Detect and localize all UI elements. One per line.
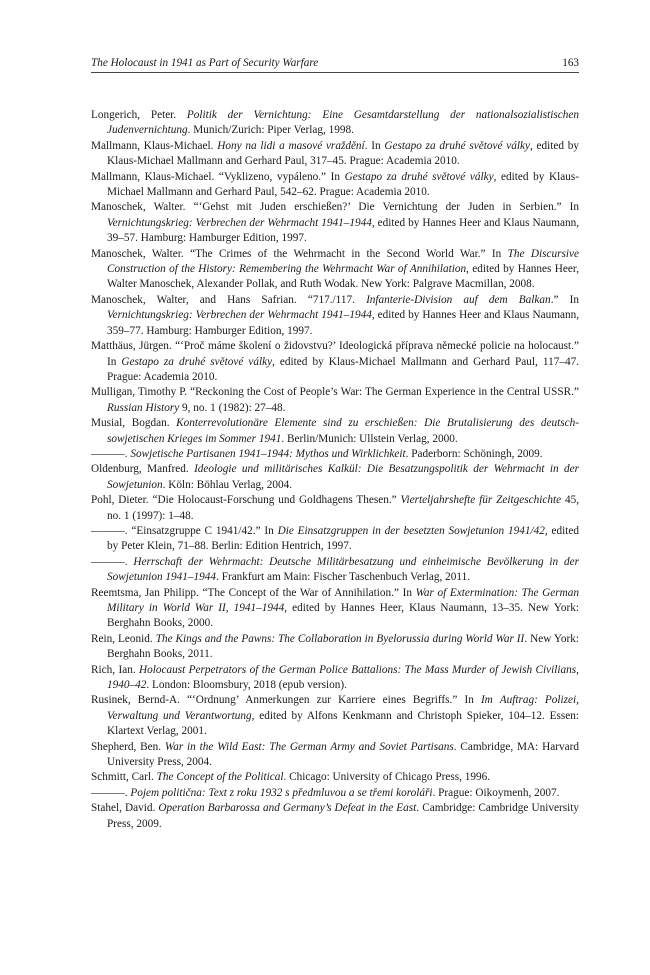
bibliography-entry (91, 447, 579, 462)
entry-text: ———. “Einsatzgruppe C 1941/42.” In (91, 524, 278, 537)
entry-text: . New York: Berghahn Books, 2011. (107, 632, 579, 661)
bibliography-entry (91, 293, 579, 339)
entry-text: Mallmann, Klaus-Michael. “Vyklizeno, vypáleno.” In (91, 170, 345, 183)
bibliography-entry (91, 693, 579, 739)
entry-text: ———. (91, 555, 134, 568)
bibliography-entry (91, 770, 579, 785)
bibliography-entry (91, 632, 579, 663)
bibliography-entry (91, 462, 579, 493)
entry-text: 45, no. 1 (1997): 1–48. (107, 494, 580, 522)
bibliography-entry (91, 740, 579, 771)
bibliography-entry (91, 170, 579, 201)
entry-title-italic: Politik der Vernichtung: Eine Gesamtdarstellung der nationalsozialistischen Judenvernichtung (107, 109, 579, 137)
entry-text: Mallmann, Klaus-Michael. (91, 139, 218, 152)
entry-title-italic: Russian History (107, 401, 180, 414)
bibliography-entry (91, 139, 579, 170)
entry-text: Mulligan, Timothy P. “Reckoning the Cost of People’s War: The German Experience in the Central USSR.” (91, 386, 579, 399)
bibliography-entry (91, 339, 579, 385)
page-number: 163 (562, 57, 579, 69)
entry-text: , edited by Klaus-Michael Mallmann and Gerhard Paul, 542–62. Prague: Academia 2010. (107, 170, 579, 199)
entry-text: Rein, Leonid. (91, 632, 156, 645)
running-title: The Holocaust in 1941 as Part of Security Warfare (91, 57, 319, 69)
entry-title-italic: Holocaust Perpetrators of the German Police Battalions: The Mass Murder of Jewish Civilians, 1940–42 (107, 663, 579, 692)
bibliography-entry (91, 555, 579, 586)
entry-title-italic: Vernichtungskrieg: Verbrechen der Wehrmacht 1941–1944 (107, 216, 372, 229)
entry-title-italic: Sowjetische Partisanen 1941–1944: Mythos und Wirklichkeit (130, 447, 406, 460)
entry-title-italic: Pojem politična: Text z roku 1932 s předmluvou a se třemi koroláři (130, 786, 433, 799)
running-head (91, 52, 579, 73)
bibliography-entry (91, 385, 579, 416)
entry-title-italic: Konterrevolutionäre Elemente sind zu erschießen: Die Brutalisierung des deutsch-sowjetischen Krieges im Sommer 1941 (107, 417, 579, 445)
entry-text: , edited by Peter Klein, 71–88. Berlin: Edition Hentrich, 1997. (107, 524, 579, 553)
entry-text: Oldenburg, Manfred. (91, 463, 195, 476)
bibliography-entry (91, 247, 579, 293)
entry-text: . Chicago: University of Chicago Press, 1996. (283, 771, 491, 784)
entry-text: Stahel, David. (91, 802, 159, 815)
entry-text: , edited by Klaus-Michael Mallmann and Gerhard Paul, 317–45. Prague: Academia 2010. (107, 139, 579, 168)
bibliography-entry (91, 416, 579, 447)
entry-text: ———. (91, 447, 131, 460)
entry-text: 9, no. 1 (1982): 27–48. (179, 401, 286, 414)
entry-text: , edited by Hannes Heer and Klaus Naumann, 359–77. Hamburg: Hamburger Edition, 1997. (107, 309, 580, 337)
entry-title-italic: Gestapo za druhé světové války (384, 139, 530, 152)
entry-title-italic: War in the Wild East: The German Army and Soviet Partisans (164, 740, 454, 753)
bibliography-list (91, 108, 579, 832)
entry-text: . Prague: Oikoymenh, 2007. (432, 786, 560, 799)
entry-text: ———. (91, 786, 131, 799)
entry-text: Shepherd, Ben. (91, 740, 165, 753)
entry-title-italic: Herrschaft der Wehrmacht: Deutsche Militärbesatzung und einheimische Bevölkerung in der Sowjetunion 1941–1944 (107, 555, 579, 584)
entry-text: Manoschek, Walter. “The Crimes of the Wehrmacht in the Second World War.” In (91, 247, 508, 260)
bibliography-entry (91, 108, 579, 139)
entry-text: . Frankfurt am Main: Fischer Taschenbuch Verlag, 2011. (216, 571, 471, 584)
entry-text: Matthäus, Jürgen. “‘Proč máme školení o židovstvu?’ Ideologická příprava německé policie na holocaust.” In (91, 340, 579, 368)
entry-title-italic: Vernichtungskrieg: Verbrechen der Wehrmacht 1941–1944 (107, 309, 372, 322)
entry-title-italic: Operation Barbarossa and Germany’s Defeat in the East (158, 802, 417, 815)
entry-title-italic: Gestapo za druhé světové války (344, 170, 494, 183)
entry-title-italic: War of Extermination: The German Military in World War II, 1941–1944 (107, 586, 580, 614)
entry-title-italic: Gestapo za druhé světové války (121, 355, 273, 368)
entry-text: Manoschek, Walter, and Hans Safrian. “717./117. (91, 293, 367, 306)
bibliography-entry (91, 524, 579, 555)
entry-text: . Cambridge: Cambridge University Press, 2009. (107, 802, 579, 830)
entry-title-italic: The Concept of the Political (156, 771, 284, 784)
entry-title-italic: Vierteljahrshefte für Zeitgeschichte (400, 494, 562, 507)
entry-text: Musial, Bogdan. (91, 417, 177, 430)
entry-text: .” In (550, 293, 579, 306)
entry-text: , edited by Klaus-Michael Mallmann and Gerhard Paul, 117–47. Prague: Academia 2010. (107, 355, 580, 383)
entry-text: Longerich, Peter. (91, 109, 187, 121)
entry-title-italic: Hony na lidi a masové vraždění (217, 139, 365, 152)
bibliography-entry (91, 586, 579, 632)
bibliography-entry (91, 663, 579, 694)
entry-text: . Berlin/Munich: Ullstein Verlag, 2000. (281, 432, 458, 445)
entry-title-italic: Im Auftrag: Polizei, Verwaltung und Verantwortung (107, 694, 579, 722)
entry-title-italic: Infanterie-Division auf dem Balkan (366, 293, 551, 306)
entry-text: Pohl, Dieter. “Die Holocaust-Forschung und Goldhagens Thesen.” (91, 494, 401, 507)
entry-text: Schmitt, Carl. (91, 771, 157, 784)
entry-text: . Paderborn: Schöningh, 2009. (405, 447, 543, 460)
entry-text: . Cambridge, MA: Harvard University Press, 2004. (107, 740, 579, 769)
bibliography-entry (91, 493, 579, 524)
entry-text: Rich, Ian. (91, 663, 140, 676)
entry-text: , edited by Alfons Kenkmann and Christoph Spieker, 104–12. Essen: Klartext Verlag, 2001. (107, 709, 579, 738)
bibliography-entry (91, 200, 579, 246)
entry-title-italic: The Kings and the Pawns: The Collaboration in Byelorussia during World War II (155, 632, 525, 645)
entry-title-italic: Die Einsatzgruppen in der besetzten Sowjetunion 1941/42 (277, 524, 545, 537)
entry-text: . London: Bloomsbury, 2018 (epub version). (146, 679, 347, 692)
bibliography-entry (91, 786, 579, 801)
entry-text: , edited by Hannes Heer, Walter Manoschek, Alexander Pollak, and Ruth Wodak. New York: Palgrave Macmillan, 2008. (107, 263, 580, 291)
entry-text: . Munich/Zurich: Piper Verlag, 1998. (187, 124, 354, 137)
entry-text: . In (364, 139, 385, 152)
bibliography-entry (91, 801, 579, 832)
entry-text: . Köln: Böhlau Verlag, 2004. (162, 478, 293, 491)
entry-title-italic: The Discursive Construction of the History: Remembering the Wehrmacht War of Annihilation (107, 247, 579, 276)
entry-text: , edited by Hannes Heer and Klaus Naumann, 39–57. Hamburg: Hamburger Edition, 1997. (107, 216, 580, 245)
entry-title-italic: Ideologie und militärisches Kalkül: Die Besatzungspolitik der Wehrmacht in der Sowjetunion (107, 463, 579, 491)
entry-text: Reemtsma, Jan Philipp. “The Concept of the War of Annihilation.” In (91, 586, 416, 599)
entry-text: Rusinek, Bernd-A. “‘Ordnung’ Anmerkungen zur Karriere eines Begriffs.” In (91, 694, 481, 707)
entry-text: , edited by Hannes Heer, Klaus Naumann, 13–35. New York: Berghahn Books, 2000. (107, 602, 579, 630)
entry-text: Manoschek, Walter. “‘Gehst mit Juden erschießen?’ Die Vernichtung der Juden in Serbien.” In (91, 201, 579, 214)
